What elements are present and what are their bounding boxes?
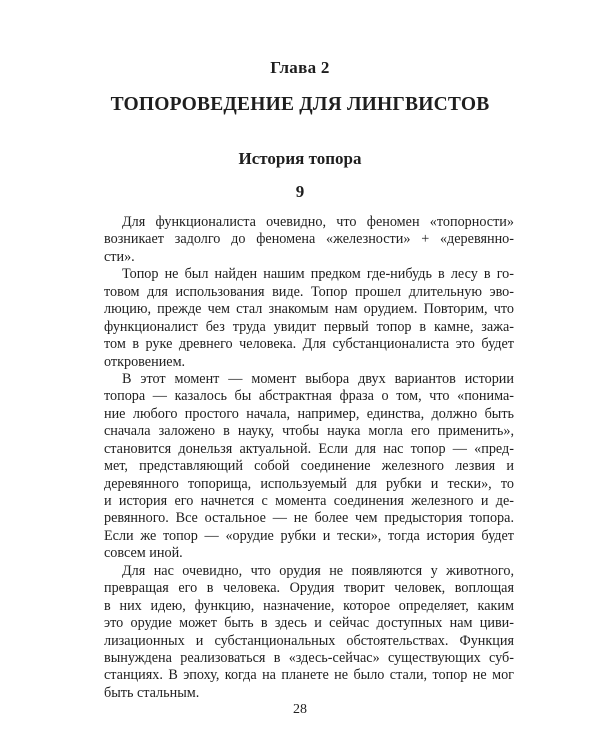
- text-line: превращая его в человека. Орудия творит человек, воплощая: [104, 580, 514, 597]
- text-line: возникает задолго до феномена «железности» + «деревянно-: [104, 231, 514, 248]
- text-line: мет, представляющий собой соединение железного лезвия и: [104, 458, 514, 475]
- text-line: топора — казалось бы абстрактная фраза о том, что «понима-: [104, 388, 514, 405]
- text-line: это орудие может быть в здесь и сейчас доступных нам циви-: [104, 615, 514, 632]
- text-line: вынуждена реализоваться в «здесь-сейчас» существующих суб-: [104, 649, 514, 666]
- text-line: сти».: [104, 248, 135, 265]
- text-line: совсем иной.: [104, 545, 183, 562]
- chapter-title: ТОПОРОВЕДЕНИЕ ДЛЯ ЛИНГВИСТОВ: [110, 94, 490, 115]
- text-line: Если же топор — «орудие рубки и тески», тогда история будет: [104, 527, 514, 544]
- text-line: функционалист без труда увидит первый топор в камне, зажа-: [104, 318, 514, 335]
- text-line: Для нас очевидно, что орудия не появляются у животного,: [122, 562, 514, 579]
- text-line: лизационных и субстанциональных обстоятельствах. Функция: [104, 632, 514, 649]
- text-line: В этот момент — момент выбора двух вариантов истории: [122, 370, 514, 387]
- text-line: Для функционалиста очевидно, что феномен «топорности»: [122, 214, 514, 230]
- text-line: откровением.: [104, 353, 186, 370]
- text-line: ревянного. Все остальное — не более чем предыстория топора.: [104, 510, 514, 527]
- chapter-label: Глава 2: [270, 58, 330, 77]
- section-number: 9: [295, 182, 305, 201]
- text-line: быть стальным.: [104, 684, 200, 701]
- text-line: сначала заложено в науку, чтобы наука могла его применить»,: [104, 423, 514, 440]
- text-line: люцию, прежде чем стал знакомым нам орудием. Повторим, что: [104, 301, 514, 318]
- text-line: том в руке древнего человека. Для субстанционалиста это будет: [104, 336, 514, 353]
- text-line: товом для использования виде. Топор прошел длительную эво-: [104, 283, 514, 300]
- text-line: ние любого простого начала, например, единства, должно быть: [104, 405, 514, 422]
- body-text: [104, 214, 514, 702]
- text-line: деревянного топорища, используемый для рубки и тески», то: [104, 475, 514, 492]
- text-line: становится донельзя актуальной. Если для нас топор — «пред-: [104, 440, 514, 457]
- section-title: История топора: [238, 149, 362, 168]
- text-line: и история его начнется с момента соединения железного и де-: [104, 493, 514, 509]
- text-line: в них идею, функцию, назначение, которое определяет, каким: [104, 597, 514, 614]
- text-line: Топор не был найден нашим предком где-нибудь в лесу в го-: [122, 266, 514, 283]
- page-number: 28: [293, 702, 307, 717]
- text-line: станциях. В эпоху, когда на планете не было стали, топор не мог: [104, 667, 514, 684]
